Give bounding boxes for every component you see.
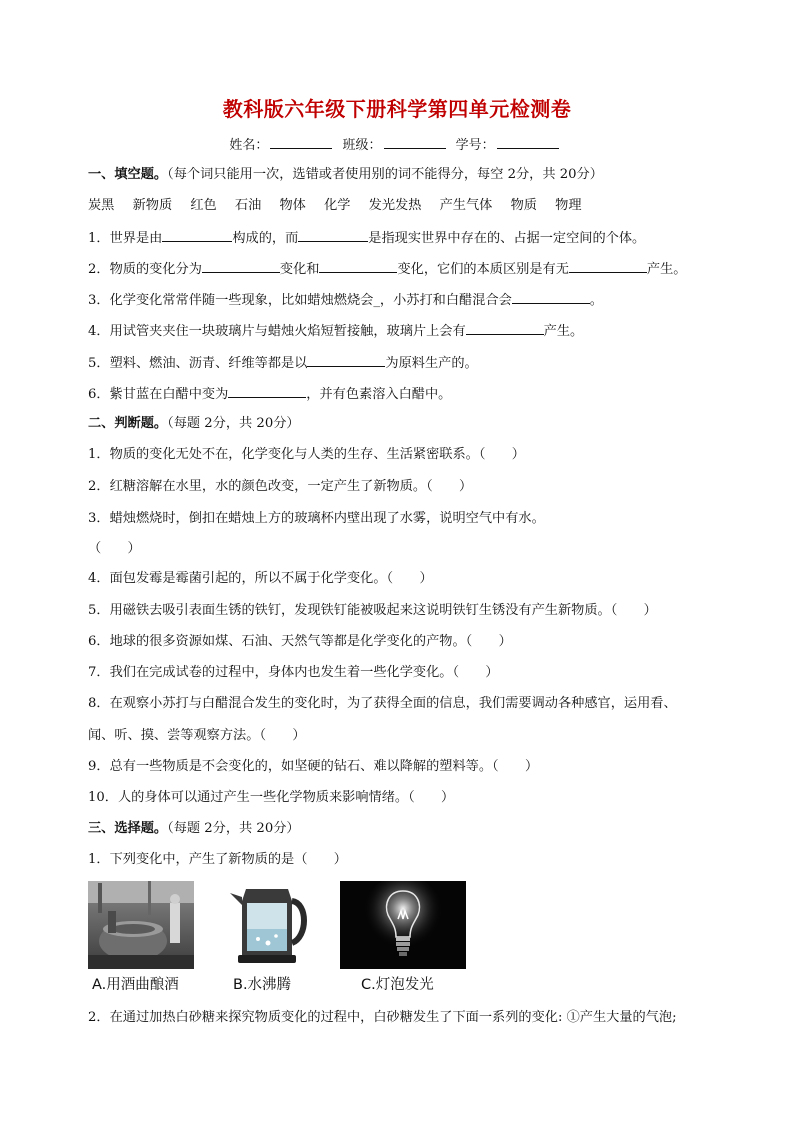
class-blank[interactable] xyxy=(384,136,446,149)
question-text: 产生。 xyxy=(646,262,687,277)
fill-question-3 xyxy=(88,290,718,310)
question-text: 。 xyxy=(589,293,603,308)
question-text: 变化，它们的本质区别是有无 xyxy=(397,262,569,277)
answer-blank[interactable] xyxy=(512,290,590,304)
word: 石油 xyxy=(234,198,262,213)
judge-item: 7．我们在完成试卷的过程中，身体内也发生着一些化学变化。（ ） xyxy=(88,665,499,680)
section-2-title: 二、判断题。 xyxy=(88,416,168,431)
question-text: 构成的，而 xyxy=(232,231,299,246)
word: 物理 xyxy=(555,198,582,213)
answer-blank[interactable] xyxy=(569,259,647,273)
answer-blank[interactable] xyxy=(162,228,232,242)
fill-question-5 xyxy=(88,353,718,373)
fill-question-4 xyxy=(88,321,718,341)
judge-item: 10．人的身体可以通过产生一些化学物质来影响情绪。（ ） xyxy=(88,790,455,805)
judge-item: 1．物质的变化无处不在，化学变化与人类的生存、生活紧密联系。（ ） xyxy=(88,447,525,462)
judge-item: 2．红糖溶解在水里，水的颜色改变，一定产生了新物质。（ ） xyxy=(88,479,473,494)
kettle-photo xyxy=(216,881,316,969)
question-text: 2．物质的变化分为 xyxy=(88,262,202,277)
question-text: 6．紫甘蓝在白醋中变为 xyxy=(88,387,229,402)
word: 红色 xyxy=(190,198,217,213)
question-text: 4．用试管夹夹住一块玻璃片与蜡烛火焰短暂接触，玻璃片上会有 xyxy=(88,324,466,339)
section-1-heading xyxy=(88,166,718,184)
question-text: 5．塑料、燃油、沥青、纤维等都是以 xyxy=(88,356,308,371)
fill-question-2 xyxy=(88,259,718,279)
word: 新物质 xyxy=(132,198,173,213)
section-3-title: 三、选择题。 xyxy=(88,821,168,836)
judge-item: 3．蜡烛燃烧时，倒扣在蜡烛上方的玻璃杯内壁出现了水雾，说明空气中有水。 xyxy=(88,511,545,526)
answer-blank[interactable] xyxy=(202,259,280,273)
word: 炭黑 xyxy=(88,198,115,213)
judge-item-cont: 闻、听、摸、尝等观察方法。（ ） xyxy=(88,728,306,743)
section-3-note: （每题 2分，共 20分） xyxy=(167,821,300,836)
word: 产生气体 xyxy=(439,198,493,213)
judge-item: 4．面包发霉是霉菌引起的，所以不属于化学变化。（ ） xyxy=(88,571,433,586)
word: 物体 xyxy=(279,198,306,213)
option-a[interactable]: A.用酒曲酿酒 xyxy=(92,977,179,993)
light-bulb-photo xyxy=(340,881,466,969)
answer-blank[interactable] xyxy=(466,321,544,335)
judge-item-bracket: （ ） xyxy=(88,541,141,556)
question-text: 3．化学变化常常伴随一些现象，比如蜡烛燃烧会_，小苏打和白醋混合会 xyxy=(88,293,512,308)
word: 化学 xyxy=(324,198,351,213)
answer-blank[interactable] xyxy=(307,353,385,367)
word: 物质 xyxy=(510,198,537,213)
fill-question-6 xyxy=(88,384,718,404)
section-2-heading xyxy=(88,415,718,433)
judge-item: 6．地球的很多资源如煤、石油、天然气等都是化学变化的产物。（ ） xyxy=(88,634,512,649)
question-text: 1．世界是由 xyxy=(88,231,163,246)
name-blank[interactable] xyxy=(270,136,332,149)
question-text: 变化和 xyxy=(279,262,320,277)
page-title: 教科版六年级下册科学第四单元检测卷 xyxy=(222,97,572,121)
option-b[interactable]: B.水沸腾 xyxy=(233,977,292,993)
judge-item: 9．总有一些物质是不会变化的，如坚硬的钻石、难以降解的塑料等。（ ） xyxy=(88,759,539,774)
answer-blank[interactable] xyxy=(298,228,368,242)
judge-item: 5．用磁铁去吸引表面生锈的铁钉，发现铁钉能被吸起来这说明铁钉生锈没有产生新物质。（ ） xyxy=(88,603,657,618)
answer-blank[interactable] xyxy=(319,259,397,273)
word-bank xyxy=(88,197,718,215)
question-text: 是指现实世界中存在的、占据一定空间的个体。 xyxy=(368,231,646,246)
fill-question-1 xyxy=(88,228,718,248)
question-text: 为原料生产的。 xyxy=(385,356,478,371)
section-1-note: （每个词只能用一次，选错或者使用别的词不能得分，每空 2分，共 20分） xyxy=(167,167,603,182)
name-label: 姓名： xyxy=(229,138,269,153)
judge-item: 8．在观察小苏打与白醋混合发生的变化时，为了获得全面的信息，我们需要调动各种感官，运用看、 xyxy=(88,696,677,711)
section-2-note: （每题 2分，共 20分） xyxy=(167,416,300,431)
choice-question-2: 2．在通过加热白砂糖来探究物质变化的过程中，白砂糖发生了下面一系列的变化: ①产生大量的气泡; xyxy=(88,1010,677,1025)
choice-question-1: 1．下列变化中，产生了新物质的是（ ） xyxy=(88,852,347,867)
word: 发光发热 xyxy=(368,198,422,213)
number-label: 学号： xyxy=(455,138,495,153)
class-label: 班级： xyxy=(342,138,382,153)
student-info-line xyxy=(0,134,794,153)
number-blank[interactable] xyxy=(497,136,559,149)
brewing-photo xyxy=(88,881,194,969)
section-1-title: 一、填空题。 xyxy=(88,167,168,182)
answer-blank[interactable] xyxy=(228,384,306,398)
section-3-heading xyxy=(88,820,718,838)
question-text: 产生。 xyxy=(543,324,584,339)
option-c[interactable]: C.灯泡发光 xyxy=(361,977,434,993)
question-text: ，并有色素溶入白醋中。 xyxy=(306,387,452,402)
